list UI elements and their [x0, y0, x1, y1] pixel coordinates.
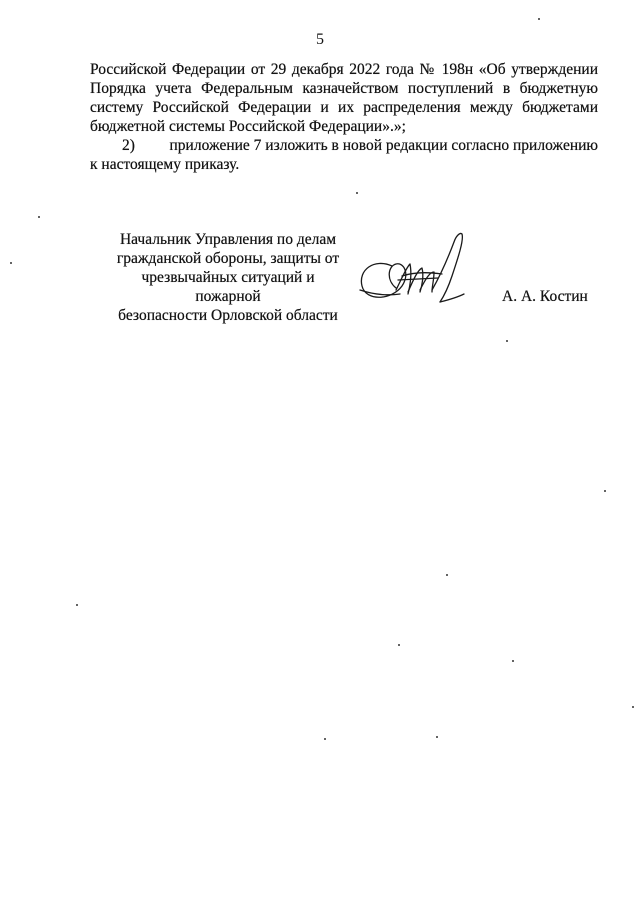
scan-speck [632, 706, 634, 708]
scan-speck [398, 644, 400, 646]
page-number: 5 [316, 31, 324, 48]
signer-title-line: гражданской обороны, защиты от [116, 250, 340, 267]
scan-speck [324, 738, 326, 740]
paragraph-line: систему Российской Федерации и их распределения между бюджетами [90, 99, 598, 116]
scan-speck [436, 736, 438, 738]
list-item-text: приложение 7 изложить в новой редакции согласно приложению [169, 137, 598, 154]
signer-title-line: чрезвычайных ситуаций и пожарной [141, 269, 315, 305]
document-body [90, 60, 598, 174]
scan-speck [446, 574, 448, 576]
signature-block [0, 230, 640, 324]
scan-speck [76, 604, 78, 606]
signer-title [108, 230, 348, 325]
signer-name: А. А. Костин [502, 288, 588, 305]
paragraph-line: Российской Федерации от 29 декабря 2022 года № 198н «Об утверждении [90, 61, 598, 78]
paragraph-line: к настоящему приказу. [90, 156, 240, 173]
signer-title-line: безопасности Орловской области [118, 307, 338, 324]
paragraph-line: бюджетной системы Российской Федерации».»; [90, 118, 406, 135]
signer-title-line: Начальник Управления по делам [119, 231, 337, 248]
scan-speck [506, 340, 508, 342]
scan-speck [512, 660, 514, 662]
handwritten-signature [352, 228, 472, 310]
scan-speck [10, 262, 12, 264]
paragraph-line: Порядка учета Федеральным казначейством поступлений в бюджетную [90, 80, 598, 97]
scan-speck [356, 192, 358, 194]
scan-speck [604, 490, 606, 492]
scan-speck [38, 216, 40, 218]
list-item-2 [90, 136, 598, 155]
list-item-number: 2) [122, 137, 135, 154]
scan-speck [538, 18, 540, 20]
